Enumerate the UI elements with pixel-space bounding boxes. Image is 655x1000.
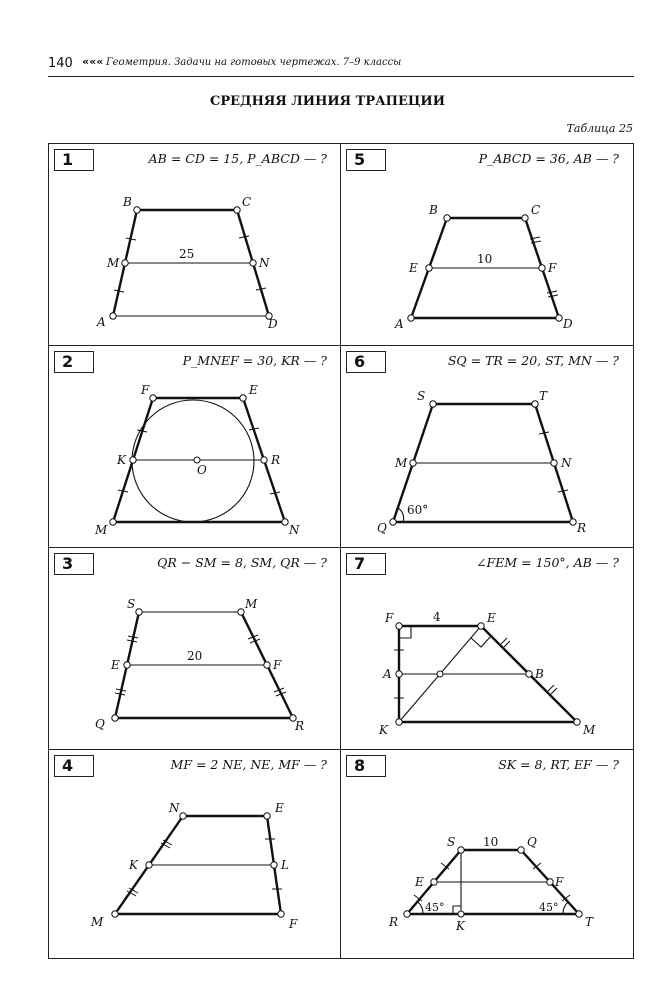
- vertex-label-m: M: [583, 723, 596, 737]
- trapezoid-diagram-5: [341, 144, 634, 347]
- vertex-label-q: Q: [377, 521, 387, 535]
- midline-length: 25: [179, 247, 195, 261]
- vertex-label-b: B: [535, 667, 544, 681]
- vertex-label-n: N: [289, 523, 300, 537]
- vertex-label-k: K: [129, 858, 138, 872]
- vertex-label-f: F: [141, 383, 150, 397]
- section-title: СРЕДНЯЯ ЛИНИЯ ТРАПЕЦИИ: [209, 94, 445, 109]
- problem-number-4: 4: [54, 755, 94, 777]
- vertex-label-r: R: [271, 453, 281, 467]
- trapezoid-diagram-3: [49, 548, 342, 751]
- vertex-label-n: N: [259, 256, 270, 270]
- problem-number-1: 1: [54, 149, 94, 171]
- vertex-label-k: K: [456, 919, 465, 933]
- problem-card-5: [340, 143, 634, 347]
- problem-number-2: 2: [54, 351, 94, 373]
- vertex-label-d: D: [268, 317, 278, 331]
- problem-card-3: [48, 547, 342, 751]
- vertex-label-r: R: [295, 719, 305, 733]
- vertex-label-b: B: [123, 195, 132, 209]
- page-number: 140: [48, 56, 73, 71]
- problem-condition-5: P_ABCD = 36, AB — ?: [478, 151, 619, 166]
- vertex-label-t: T: [585, 915, 594, 929]
- vertex-label-s: S: [417, 389, 426, 403]
- vertex-label-d: D: [563, 317, 573, 331]
- vertex-label-f: F: [548, 261, 557, 275]
- trapezoid-diagram-4: [49, 750, 342, 959]
- trapezoid-diagram-6: [341, 346, 634, 549]
- base-length: 10: [477, 252, 493, 266]
- vertex-label-t: T: [539, 389, 548, 403]
- vertex-label-q: Q: [95, 717, 105, 731]
- vertex-label-r: R: [577, 521, 587, 535]
- vertex-label-e: E: [275, 801, 284, 815]
- book-title: Геометрия. Задачи на готовых чертежах. 7–9 классы: [106, 57, 402, 68]
- vertex-label-m: M: [91, 915, 104, 929]
- vertex-label-f: F: [555, 875, 564, 889]
- vertex-label-c: C: [531, 203, 541, 217]
- vertex-label-k: K: [379, 723, 388, 737]
- vertex-label-m: M: [107, 256, 120, 270]
- table-label: Таблица 25: [566, 122, 633, 135]
- vertex-label-m: M: [245, 597, 258, 611]
- problem-card-2: [48, 345, 342, 549]
- midline-length: 20: [187, 649, 203, 663]
- base-length: 4: [433, 610, 441, 624]
- problem-number-6: 6: [346, 351, 386, 373]
- vertex-label-r: R: [389, 915, 399, 929]
- vertex-label-e: E: [409, 261, 418, 275]
- vertex-label-n: N: [561, 456, 572, 470]
- problem-condition-6: SQ = TR = 20, ST, MN — ?: [447, 353, 619, 368]
- problem-card-1: [48, 143, 342, 347]
- vertex-label-b: B: [429, 203, 438, 217]
- vertex-label-n: N: [169, 801, 180, 815]
- vertex-label-q: Q: [527, 835, 537, 849]
- vertex-label-a: A: [395, 317, 404, 331]
- problem-number-3: 3: [54, 553, 94, 575]
- problem-condition-3: QR − SM = 8, SM, QR — ?: [157, 555, 327, 570]
- problem-condition-7: ∠FEM = 150°, AB — ?: [476, 555, 619, 570]
- trapezoid-diagram-1: [49, 144, 342, 347]
- problem-card-8: [340, 749, 634, 959]
- problem-number-8: 8: [346, 755, 386, 777]
- chapter-marker: «««: [82, 55, 104, 68]
- problem-condition-2: P_MNEF = 30, KR — ?: [182, 353, 327, 368]
- vertex-label-l: L: [281, 858, 289, 872]
- center-label-o: O: [197, 463, 207, 477]
- vertex-label-e: E: [111, 658, 120, 672]
- trapezoid-diagram-7: [341, 548, 634, 751]
- vertex-label-a: A: [383, 667, 392, 681]
- vertex-label-e: E: [415, 875, 424, 889]
- problem-condition-1: AB = CD = 15, P_ABCD — ?: [148, 151, 327, 166]
- vertex-label-m: M: [95, 523, 108, 537]
- trapezoid-diagram-8: [341, 750, 634, 959]
- vertex-label-f: F: [273, 658, 282, 672]
- problem-card-4: [48, 749, 342, 959]
- problem-number-5: 5: [346, 149, 386, 171]
- vertex-label-m: M: [395, 456, 408, 470]
- page-header: [48, 56, 634, 77]
- angle-left: 45°: [425, 901, 445, 914]
- problem-card-7: [340, 547, 634, 751]
- vertex-label-a: A: [97, 315, 106, 329]
- vertex-label-e: E: [487, 611, 496, 625]
- problem-grid: [48, 143, 634, 959]
- problem-condition-8: SK = 8, RT, EF — ?: [498, 757, 619, 772]
- angle-value: 60°: [407, 503, 429, 517]
- trapezoid-diagram-2: [49, 346, 342, 549]
- vertex-label-s: S: [127, 597, 136, 611]
- vertex-label-c: C: [242, 195, 252, 209]
- problem-number-7: 7: [346, 553, 386, 575]
- vertex-label-k: K: [117, 453, 126, 467]
- vertex-label-f: F: [385, 611, 394, 625]
- angle-right: 45°: [539, 901, 559, 914]
- base-length: 10: [483, 835, 499, 849]
- vertex-label-f: F: [289, 917, 298, 931]
- problem-condition-4: MF = 2 NE, NE, MF — ?: [170, 757, 327, 772]
- problem-card-6: [340, 345, 634, 549]
- vertex-label-e: E: [249, 383, 258, 397]
- vertex-label-s: S: [447, 835, 456, 849]
